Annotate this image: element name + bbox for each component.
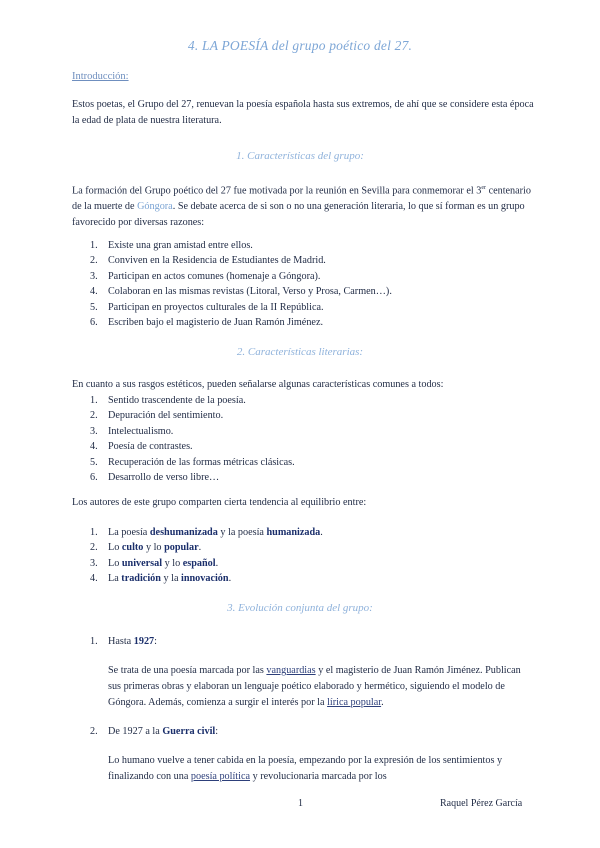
section1-paragraph: La formación del Grupo poético del 27 fue motivada por la reunión en Sevilla para conmemorar el 3er centenario de la muerte de Góngora. Se debate acerca de si son o no una generación literaria, lo que sí forman es un grupo favorecido por diversas razones: xyxy=(72,185,531,229)
list-item: 2. Lo culto y lo popular. xyxy=(90,542,202,554)
poesia-politica-link: poesía política xyxy=(190,771,251,782)
list-item: 1. Existe una gran amistad entre ellos. xyxy=(90,240,253,251)
list-item: 2. Depuración del sentimiento. xyxy=(90,410,224,422)
list-item: 3. Lo universal y lo español. xyxy=(90,557,219,569)
stage-1-heading xyxy=(72,634,157,649)
stage-2-heading xyxy=(72,724,218,739)
section-heading-3: 3. Evolución conjunta del grupo: xyxy=(227,602,373,614)
footer-author: Raquel Pérez García xyxy=(440,798,523,809)
lirica-popular-link: lírica popular xyxy=(327,697,382,708)
list-item: 1. Sentido trascendente de la poesía. xyxy=(90,395,246,406)
list-item: 5. Participan en proyectos culturales de la II República. xyxy=(90,301,324,313)
page-number: 1 xyxy=(298,798,303,809)
features-list xyxy=(72,393,295,485)
intro-paragraph: Estos poetas, el Grupo del 27, renuevan la poesía española hasta sus extremos, de ahí que se considere esta época la edad de plata de nuestra literatura. xyxy=(72,99,534,126)
tendency-list xyxy=(72,525,323,587)
list-item: 6. Escriben bajo el magisterio de Juan Ramón Jiménez. xyxy=(90,316,324,328)
section-heading-1: 1. Características del grupo: xyxy=(236,150,364,162)
stage-2-paragraph: Lo humano vuelve a tener cabida en la poesía, empezando por la expresión de los sentimientos y finalizando con una poesía política y revolucionaria marcada por los xyxy=(108,755,503,782)
list-item: 3. Participan en actos comunes (homenaje a Góngora). xyxy=(90,270,321,282)
list-item: 3. Intelectualismo. xyxy=(90,425,174,437)
reasons-list xyxy=(72,238,392,330)
gongora-link: Góngora xyxy=(137,201,173,213)
list-item: 6. Desarrollo de verso libre… xyxy=(90,471,220,483)
list-item: 2. De 1927 a la Guerra civil: xyxy=(90,726,219,737)
list-item: 4. Colaboran en las mismas revistas (Litoral, Verso y Prosa, Carmen…). xyxy=(90,286,392,298)
section2-intro: En cuanto a sus rasgos estéticos, pueden señalarse algunas características comunes a todos: xyxy=(72,379,444,390)
section-heading-2: 2. Características literarias: xyxy=(236,346,364,358)
list-item: 2. Conviven en la Residencia de Estudiantes de Madrid. xyxy=(90,255,326,267)
list-item: 4. Poesía de contrastes. xyxy=(90,441,193,453)
list-item: 5. Recuperación de las formas métricas clásicas. xyxy=(90,456,295,468)
page-title: 4. LA POESÍA del grupo poético del 27. xyxy=(187,38,413,53)
list-item: 1. Hasta 1927: xyxy=(90,636,157,647)
stage-1-paragraph: Se trata de una poesía marcada por las vanguardias y el magisterio de Juan Ramón Jiménez. Publican sus primeras obras y elaboran un lenguaje poético elaborado y hermético, siguiendo el modelo de Góngora. Además, comienza a surgir el interés por la lírica popular. xyxy=(108,665,521,708)
tendency-intro: Los autores de este grupo comparten cierta tendencia al equilibrio entre: xyxy=(72,497,367,508)
list-item: 4. La tradición y la innovación. xyxy=(90,573,232,585)
intro-heading: Introducción: xyxy=(72,71,129,82)
list-item: 1. La poesía deshumanizada y la poesía humanizada. xyxy=(90,527,323,538)
vanguardias-link: vanguardias xyxy=(266,665,316,676)
